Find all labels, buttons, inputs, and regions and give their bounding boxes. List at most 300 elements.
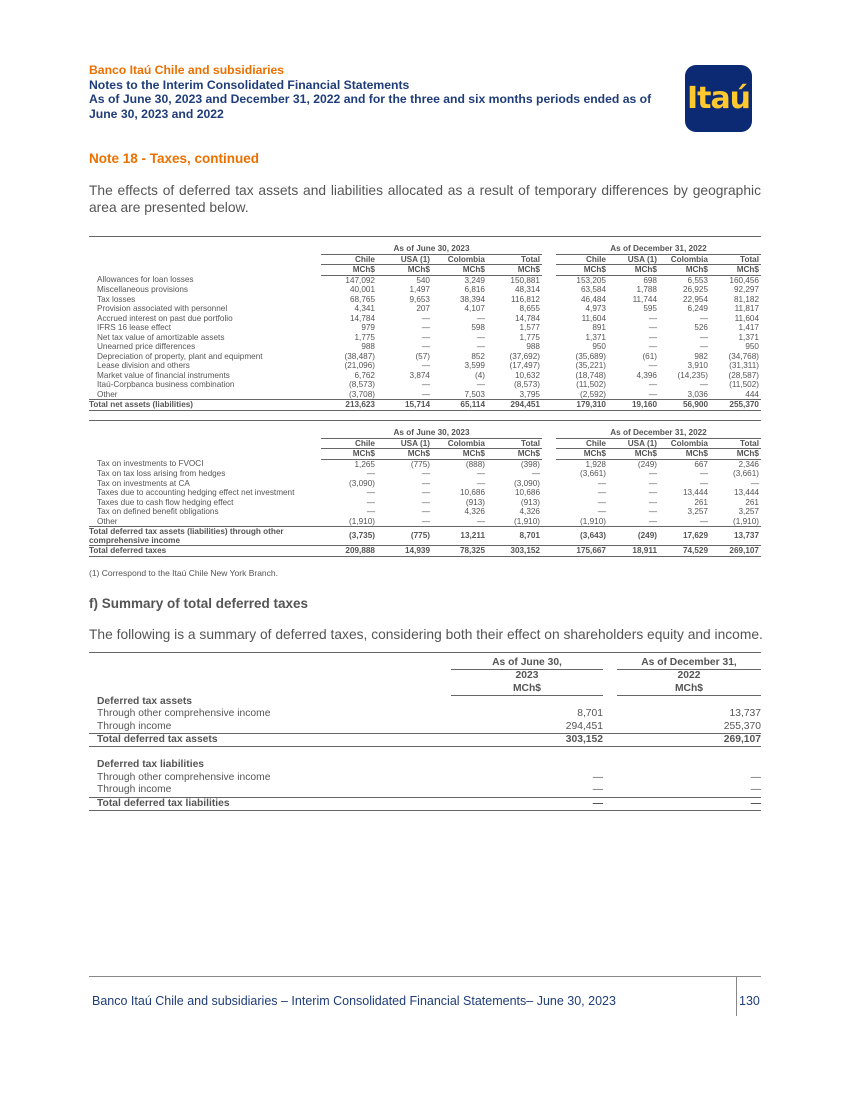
cell: (1,910) (580, 516, 606, 526)
cell: 38,394 (459, 294, 485, 304)
cell: 150,881 (510, 275, 540, 285)
summary-deferred-taxes-table (89, 652, 761, 811)
cell: — (476, 380, 485, 389)
header-line-2: As of June 30, 2023 and December 31, 2022 and for the three and six months periods ended as of (89, 92, 652, 107)
cell: — (597, 507, 606, 516)
row-label: Miscellaneous provisions (97, 285, 189, 294)
cell: 116,812 (511, 294, 540, 304)
cell: 988 (361, 342, 375, 351)
unit-label: MCh$ (608, 265, 659, 276)
row-label: Taxes due to cash flow hedging effect (97, 497, 234, 507)
cell: (913) (520, 497, 540, 507)
cell: — (648, 380, 657, 389)
row-label: Total deferred taxes (89, 546, 321, 557)
cell: 1,928 (585, 459, 606, 469)
cell: 153,205 (576, 275, 606, 285)
header-line-1: Notes to the Interim Consolidated Financial Statements (89, 77, 410, 92)
assets-subtitle: Deferred tax assets (97, 695, 193, 707)
cell: — (699, 342, 708, 351)
cell: 13,737 (710, 527, 761, 546)
cell: — (421, 469, 430, 478)
cell: 1,497 (409, 285, 430, 294)
unit-label: MCh$ (608, 449, 659, 460)
cell: 8,655 (519, 304, 540, 313)
cell: 3,795 (519, 389, 540, 399)
col-header: Total (487, 254, 542, 265)
deferred-tax-table-1 (89, 236, 761, 411)
cell: — (476, 478, 485, 488)
row-label: Accrued interest on past due portfolio (97, 313, 233, 323)
col-header: USA (1) (608, 438, 659, 449)
cell: 2,346 (738, 459, 759, 469)
cell: — (648, 516, 657, 526)
cell: — (648, 323, 657, 332)
total-row (89, 546, 761, 557)
cell: — (421, 323, 430, 332)
col-header-june: As of June 30, (451, 657, 603, 670)
cell: 698 (643, 275, 657, 285)
cell: — (592, 784, 603, 796)
cell: — (648, 478, 657, 488)
cell: (28,587) (728, 370, 759, 380)
cell: — (476, 516, 485, 526)
period-june-2023: As of June 30, 2023 (321, 427, 542, 438)
cell: 18,911 (608, 546, 659, 557)
row-label (89, 527, 321, 546)
cell: 1,417 (738, 323, 759, 332)
cell: (11,502) (576, 380, 606, 389)
cell: — (366, 507, 375, 516)
row-label: Unearned price differences (97, 342, 196, 351)
cell: — (421, 516, 430, 526)
cell: 950 (592, 342, 606, 351)
cell: (61) (642, 351, 657, 361)
unit-label: MCh$ (321, 449, 377, 460)
cell: 4,326 (519, 507, 540, 516)
cell: 11,744 (632, 294, 657, 304)
cell: 6,762 (354, 370, 375, 380)
cell: 598 (471, 323, 485, 332)
footer-divider (89, 976, 761, 977)
col-header: Colombia (659, 254, 710, 265)
cell: 19,160 (608, 400, 659, 411)
table-row (89, 323, 761, 333)
cell: 261 (694, 497, 708, 507)
col-header: Colombia (432, 254, 487, 265)
cell: — (648, 389, 657, 399)
row-label: Lease division and others (97, 361, 190, 370)
total-row (89, 733, 761, 746)
cell: 303,152 (451, 733, 603, 746)
cell: — (750, 771, 761, 783)
cell: — (648, 342, 657, 351)
table-row (89, 488, 761, 498)
cell: 8,701 (577, 708, 603, 720)
cell: (3,661) (580, 469, 606, 478)
cell: (1,910) (733, 516, 759, 526)
logo-text: Itaú (686, 81, 751, 116)
cell: — (648, 469, 657, 478)
cell: 6,816 (464, 285, 485, 294)
cell: — (421, 389, 430, 399)
cell: — (421, 497, 430, 507)
row-label: Through other comprehensive income (97, 708, 271, 720)
total-row (89, 400, 761, 411)
cell: (37,692) (509, 351, 540, 361)
table-row (89, 333, 761, 343)
col-header: Chile (321, 438, 377, 449)
cell: (31,311) (729, 361, 759, 370)
cell: (4) (474, 370, 485, 380)
table-row (89, 371, 761, 381)
col-header: Chile (556, 254, 608, 265)
cell: 160,456 (729, 275, 759, 285)
cell: 269,107 (617, 733, 761, 746)
cell: 10,632 (514, 370, 540, 380)
table-row (89, 708, 761, 720)
row-label: Tax on defined benefit obligations (97, 507, 219, 516)
cell: — (366, 488, 375, 497)
cell: 540 (416, 275, 430, 285)
cell: 10,686 (514, 488, 540, 497)
row-label: Tax on tax loss arising from hedges (97, 469, 226, 478)
unit-label: MCh$ (432, 449, 487, 460)
cell: (11,502) (729, 380, 759, 389)
table-row (89, 304, 761, 314)
unit-label: MCh$ (321, 265, 377, 276)
cell: — (421, 342, 430, 351)
col-year-2023: 2023 (515, 670, 539, 682)
table-row (89, 498, 761, 508)
cell: 3,257 (687, 507, 708, 516)
cell: — (617, 797, 761, 810)
table-row (89, 285, 761, 295)
unit-label: MCh$ (432, 265, 487, 276)
note-title: Note 18 - Taxes, continued (89, 151, 260, 166)
cell: (21,096) (344, 361, 375, 370)
row-label-line: Total deferred tax assets (liabilities) through other (89, 527, 284, 536)
col-year-2022: 2022 (677, 670, 701, 682)
cell: — (648, 313, 657, 323)
unit-label: MCh$ (487, 265, 542, 276)
cell: 1,371 (585, 332, 606, 342)
cell: 1,577 (519, 323, 540, 332)
cell: 40,001 (349, 285, 375, 294)
cell: — (699, 516, 708, 526)
cell: (913) (465, 497, 485, 507)
cell: 7,503 (464, 389, 485, 399)
row-label: Tax on investments at CA (97, 478, 190, 488)
cell: 11,604 (734, 313, 759, 323)
cell: 294,451 (565, 720, 603, 732)
cell: (17,497) (509, 361, 540, 370)
cell: 1,775 (354, 332, 375, 342)
cell: — (366, 469, 375, 478)
col-header: Total (487, 438, 542, 449)
row-label: Through income (97, 720, 172, 732)
cell: 950 (745, 342, 759, 351)
cell: 852 (471, 351, 485, 361)
cell: (38,487) (344, 351, 375, 361)
cell: (775) (377, 527, 432, 546)
table-row (89, 517, 761, 527)
unit-label: MCh$ (377, 449, 432, 460)
cell: (2,592) (580, 389, 606, 399)
cell: 11,817 (734, 304, 759, 313)
unit-label: MCh$ (451, 683, 603, 696)
cell: 213,623 (321, 400, 377, 411)
page-number: 130 (739, 994, 760, 1008)
cell: (57) (415, 351, 430, 361)
cell: — (699, 332, 708, 342)
cell: 81,182 (733, 294, 759, 304)
cell: — (531, 469, 540, 478)
cell: — (421, 507, 430, 516)
cell: 22,954 (682, 294, 708, 304)
cell: 891 (592, 323, 606, 332)
cell: (8,573) (349, 380, 375, 389)
row-label: Other (97, 516, 118, 526)
cell: (18,748) (575, 370, 606, 380)
row-label: IFRS 16 lease effect (97, 323, 172, 332)
unit-label: MCh$ (556, 265, 608, 276)
cell: 74,529 (659, 546, 710, 557)
cell: 3,599 (464, 361, 485, 370)
cell: 11,604 (581, 313, 606, 323)
row-label: Itaú-Corpbanca business combination (97, 380, 235, 389)
liabilities-subtitle: Deferred tax liabilities (97, 759, 205, 771)
company-name: Banco Itaú Chile and subsidiaries (89, 63, 285, 77)
cell: — (597, 497, 606, 507)
cell: (1,910) (514, 516, 540, 526)
col-header: Chile (321, 254, 377, 265)
cell: — (648, 507, 657, 516)
table-row (89, 390, 761, 400)
cell: 988 (526, 342, 540, 351)
cell: — (421, 332, 430, 342)
cell: (8,573) (514, 380, 540, 389)
row-label-line: comprehensive income (89, 536, 181, 545)
cell: 13,444 (682, 488, 708, 497)
row-label: Total net assets (liabilities) (89, 400, 321, 411)
cell: (35,689) (575, 351, 606, 361)
cell: 14,784 (514, 313, 540, 323)
table-row (89, 380, 761, 390)
cell: — (476, 332, 485, 342)
unit-label: MCh$ (556, 449, 608, 460)
table-row (89, 469, 761, 479)
cell: (1,910) (349, 516, 375, 526)
cell: 3,874 (409, 370, 430, 380)
cell: 92,297 (733, 285, 759, 294)
table-row (89, 314, 761, 324)
cell: 175,667 (556, 546, 608, 557)
cell: 9,653 (409, 294, 430, 304)
cell: 68,765 (349, 294, 375, 304)
cell: — (699, 469, 708, 478)
table-row (89, 784, 761, 797)
section-f-intro: The following is a summary of deferred taxes, considering both their effect on shareholders equity and income. (89, 627, 763, 642)
cell: (775) (410, 459, 430, 469)
cell: 4,973 (585, 304, 606, 313)
cell: 269,107 (710, 546, 761, 557)
cell: 6,553 (687, 275, 708, 285)
table-row (89, 295, 761, 305)
col-header: Total (710, 438, 761, 449)
cell: 46,484 (580, 294, 606, 304)
cell: 979 (361, 323, 375, 332)
unit-label: MCh$ (617, 683, 761, 696)
cell: 255,370 (710, 400, 761, 411)
cell: 1,371 (738, 332, 759, 342)
table-row (89, 459, 761, 469)
cell: 65,114 (432, 400, 487, 411)
row-label: Tax losses (97, 294, 136, 304)
unit-label: MCh$ (659, 449, 710, 460)
cell: 4,396 (636, 370, 657, 380)
row-label: Allowances for loan losses (97, 275, 194, 285)
cell: (3,090) (349, 478, 375, 488)
cell: — (421, 313, 430, 323)
cell: 303,152 (487, 546, 542, 557)
cell: — (597, 488, 606, 497)
cell: 56,900 (659, 400, 710, 411)
row-label: Depreciation of property, plant and equipment (97, 351, 263, 361)
cell: (398) (520, 459, 540, 469)
cell: (35,221) (575, 361, 606, 370)
col-header: USA (1) (377, 438, 432, 449)
row-label: Other (97, 389, 118, 399)
cell: (3,661) (733, 469, 759, 478)
cell: (3,735) (321, 527, 377, 546)
cell: 6,249 (687, 304, 708, 313)
cell: 1,788 (636, 285, 657, 294)
col-header: Colombia (432, 438, 487, 449)
cell: — (648, 497, 657, 507)
cell: 13,737 (729, 708, 761, 720)
cell: (888) (465, 459, 485, 469)
row-label: Taxes due to accounting hedging effect net investment (97, 488, 295, 497)
cell: — (699, 313, 708, 323)
cell: 14,939 (377, 546, 432, 557)
document-header (89, 63, 679, 121)
cell: 26,925 (682, 285, 708, 294)
cell: — (366, 497, 375, 507)
cell: 255,370 (723, 720, 761, 732)
footer-vertical-divider (736, 976, 737, 1016)
cell: — (421, 488, 430, 497)
cell: 4,326 (464, 507, 485, 516)
cell: — (648, 332, 657, 342)
col-header-dec: As of December 31, (617, 657, 761, 670)
cell: — (421, 380, 430, 389)
cell: 982 (694, 351, 708, 361)
cell: 63,584 (580, 285, 606, 294)
cell: 14,784 (349, 313, 375, 323)
cell: — (476, 469, 485, 478)
period-dec-2022: As of December 31, 2022 (556, 243, 761, 254)
footer-text: Banco Itaú Chile and subsidiaries – Interim Consolidated Financial Statements– June 30, 2023 (92, 994, 616, 1008)
cell: 526 (694, 323, 708, 332)
cell: — (476, 313, 485, 323)
cell: (3,643) (556, 527, 608, 546)
row-label: Net tax value of amortizable assets (97, 332, 225, 342)
itau-logo (685, 65, 752, 132)
cell: 444 (745, 389, 759, 399)
row-label: Through other comprehensive income (97, 771, 271, 783)
cell: — (699, 478, 708, 488)
total-row (89, 797, 761, 810)
cell: 13,211 (432, 527, 487, 546)
cell: — (699, 380, 708, 389)
cell: — (451, 797, 603, 810)
cell: 595 (643, 304, 657, 313)
cell: 13,444 (733, 488, 759, 497)
cell: — (648, 488, 657, 497)
row-label: Tax on investments to FVOCI (97, 459, 204, 469)
col-header: Total (710, 254, 761, 265)
period-dec-2022: As of December 31, 2022 (556, 427, 761, 438)
row-label: Total deferred tax liabilities (89, 797, 451, 810)
cell: 78,325 (432, 546, 487, 557)
deferred-tax-table-2 (89, 420, 761, 557)
cell: 17,629 (659, 527, 710, 546)
col-header: Chile (556, 438, 608, 449)
section-f-title: f) Summary of total deferred taxes (89, 596, 309, 611)
cell: — (597, 478, 606, 488)
col-header: USA (1) (377, 254, 432, 265)
col-header: Colombia (659, 438, 710, 449)
cell: (3,090) (514, 478, 540, 488)
table-row (89, 361, 761, 371)
cell: 8,701 (487, 527, 542, 546)
row-label: Through income (97, 784, 172, 796)
cell: (3,708) (349, 389, 375, 399)
cell: — (592, 771, 603, 783)
cell: 10,686 (459, 488, 485, 497)
table-row (89, 507, 761, 517)
cell: 261 (745, 497, 759, 507)
table-row (89, 721, 761, 734)
unit-label: MCh$ (377, 265, 432, 276)
period-june-2023: As of June 30, 2023 (321, 243, 542, 254)
table-row (89, 772, 761, 784)
cell: 179,310 (556, 400, 608, 411)
total-row (89, 527, 761, 546)
cell: 48,314 (514, 285, 540, 294)
cell: (34,768) (728, 351, 759, 361)
cell: 4,341 (354, 304, 375, 313)
cell: 3,036 (687, 389, 708, 399)
cell: 207 (416, 304, 430, 313)
cell: — (750, 478, 759, 488)
unit-label: MCh$ (659, 265, 710, 276)
cell: 1,775 (519, 332, 540, 342)
cell: 4,107 (464, 304, 485, 313)
cell: 3,249 (464, 275, 485, 285)
cell: 667 (694, 459, 708, 469)
cell: 3,257 (738, 507, 759, 516)
table-row (89, 479, 761, 489)
cell: — (648, 361, 657, 370)
table-row (89, 342, 761, 352)
cell: 147,092 (345, 275, 375, 285)
footnote: (1) Correspond to the Itaú Chile New York Branch. (89, 568, 278, 578)
cell: 294,451 (487, 400, 542, 411)
header-line-3: June 30, 2023 and 2022 (89, 106, 224, 121)
row-label: Provision associated with personnel (97, 304, 228, 313)
intro-paragraph: The effects of deferred tax assets and liabilities allocated as a result of temporary differences by geographic area are presented below. (89, 183, 761, 215)
